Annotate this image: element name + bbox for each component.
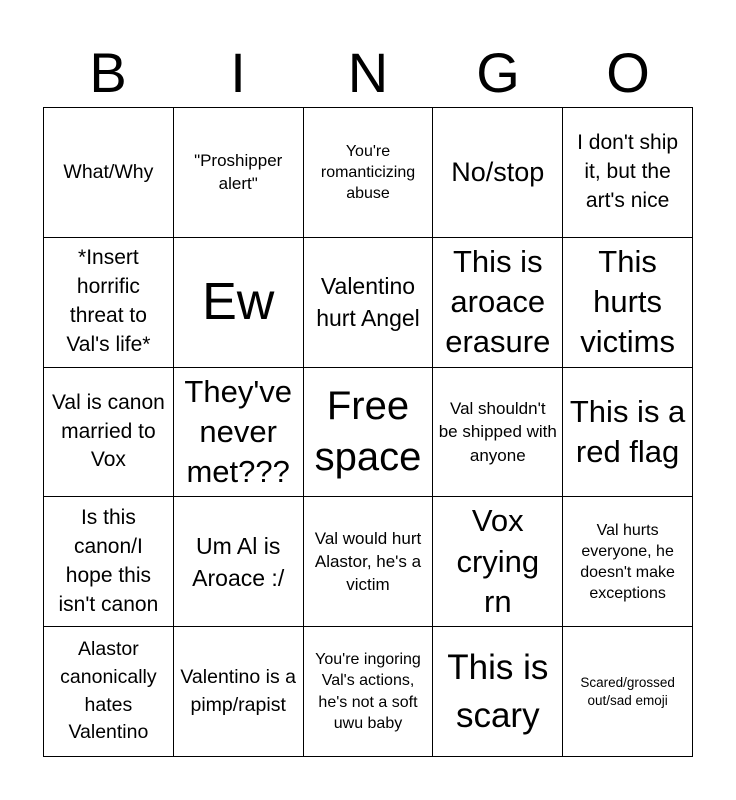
free-space-cell[interactable]	[304, 368, 434, 498]
bingo-cell[interactable]	[304, 497, 434, 627]
cell-text: You're romanticizing abuse	[320, 142, 416, 202]
bingo-letter-g: G	[476, 41, 520, 104]
bingo-cell[interactable]	[44, 108, 174, 238]
cell-text: I don't ship it, but the art's nice	[577, 130, 679, 212]
cell-text: Valentino is a pimp/rapist	[180, 665, 297, 716]
cell-text: *Insert horrific threat to Val's life*	[66, 246, 151, 357]
bingo-cell[interactable]	[44, 238, 174, 368]
bingo-cell[interactable]	[563, 627, 693, 757]
cell-text: Val hurts everyone, he doesn't make exceptions	[580, 521, 675, 602]
bingo-cell[interactable]	[563, 108, 693, 238]
cell-text: Free space	[314, 383, 422, 479]
cell-text: What/Why	[63, 160, 154, 183]
bingo-cell[interactable]	[563, 368, 693, 498]
bingo-grid	[43, 107, 693, 757]
bingo-cell[interactable]	[433, 108, 563, 238]
bingo-cell[interactable]	[174, 368, 304, 498]
bingo-cell[interactable]	[433, 497, 563, 627]
bingo-cell[interactable]	[44, 627, 174, 757]
cell-text: "Proshipper alert"	[194, 151, 283, 194]
bingo-header	[43, 40, 693, 106]
bingo-cell[interactable]	[174, 108, 304, 238]
bingo-cell[interactable]	[433, 627, 563, 757]
bingo-cell[interactable]	[563, 497, 693, 627]
bingo-letter-b: B	[89, 41, 127, 104]
cell-text: No/stop	[451, 156, 545, 187]
bingo-letter-o: O	[606, 41, 650, 104]
bingo-cell[interactable]	[563, 238, 693, 368]
cell-text: Vox crying rn	[456, 503, 540, 619]
cell-text: This is a red flag	[569, 393, 686, 469]
cell-text: They've never met???	[184, 373, 292, 490]
cell-text: Um Al is Aroace :/	[192, 532, 285, 591]
cell-text: Alastor canonically hates Valentino	[60, 638, 157, 744]
bingo-cell[interactable]	[304, 238, 434, 368]
bingo-cell[interactable]	[44, 368, 174, 498]
bingo-cell[interactable]	[174, 497, 304, 627]
cell-text: Val shouldn't be shipped with anyone	[438, 399, 557, 465]
cell-text: This is aroace erasure	[445, 243, 551, 360]
cell-text: Scared/grossed out/sad emoji	[580, 675, 675, 708]
cell-text: Ew	[202, 273, 275, 331]
cell-text: Val would hurt Alastor, he's a victim	[314, 529, 422, 595]
bingo-letter-i: I	[230, 41, 246, 104]
bingo-cell[interactable]	[433, 368, 563, 498]
cell-text: This is scary	[447, 648, 549, 735]
bingo-cell[interactable]	[304, 627, 434, 757]
bingo-cell[interactable]	[174, 627, 304, 757]
cell-text: Is this canon/I hope this isn't canon	[58, 505, 159, 616]
bingo-cell[interactable]	[433, 238, 563, 368]
bingo-cell[interactable]	[304, 108, 434, 238]
cell-text: Valentino hurt Angel	[316, 273, 420, 332]
cell-text: Val is canon married to Vox	[51, 390, 165, 472]
bingo-letter-n: N	[347, 41, 389, 104]
cell-text: You're ingoring Val's actions, he's not a soft uwu baby	[315, 651, 421, 732]
bingo-cell[interactable]	[174, 238, 304, 368]
cell-text: This hurts victims	[580, 243, 675, 360]
bingo-cell[interactable]	[44, 497, 174, 627]
